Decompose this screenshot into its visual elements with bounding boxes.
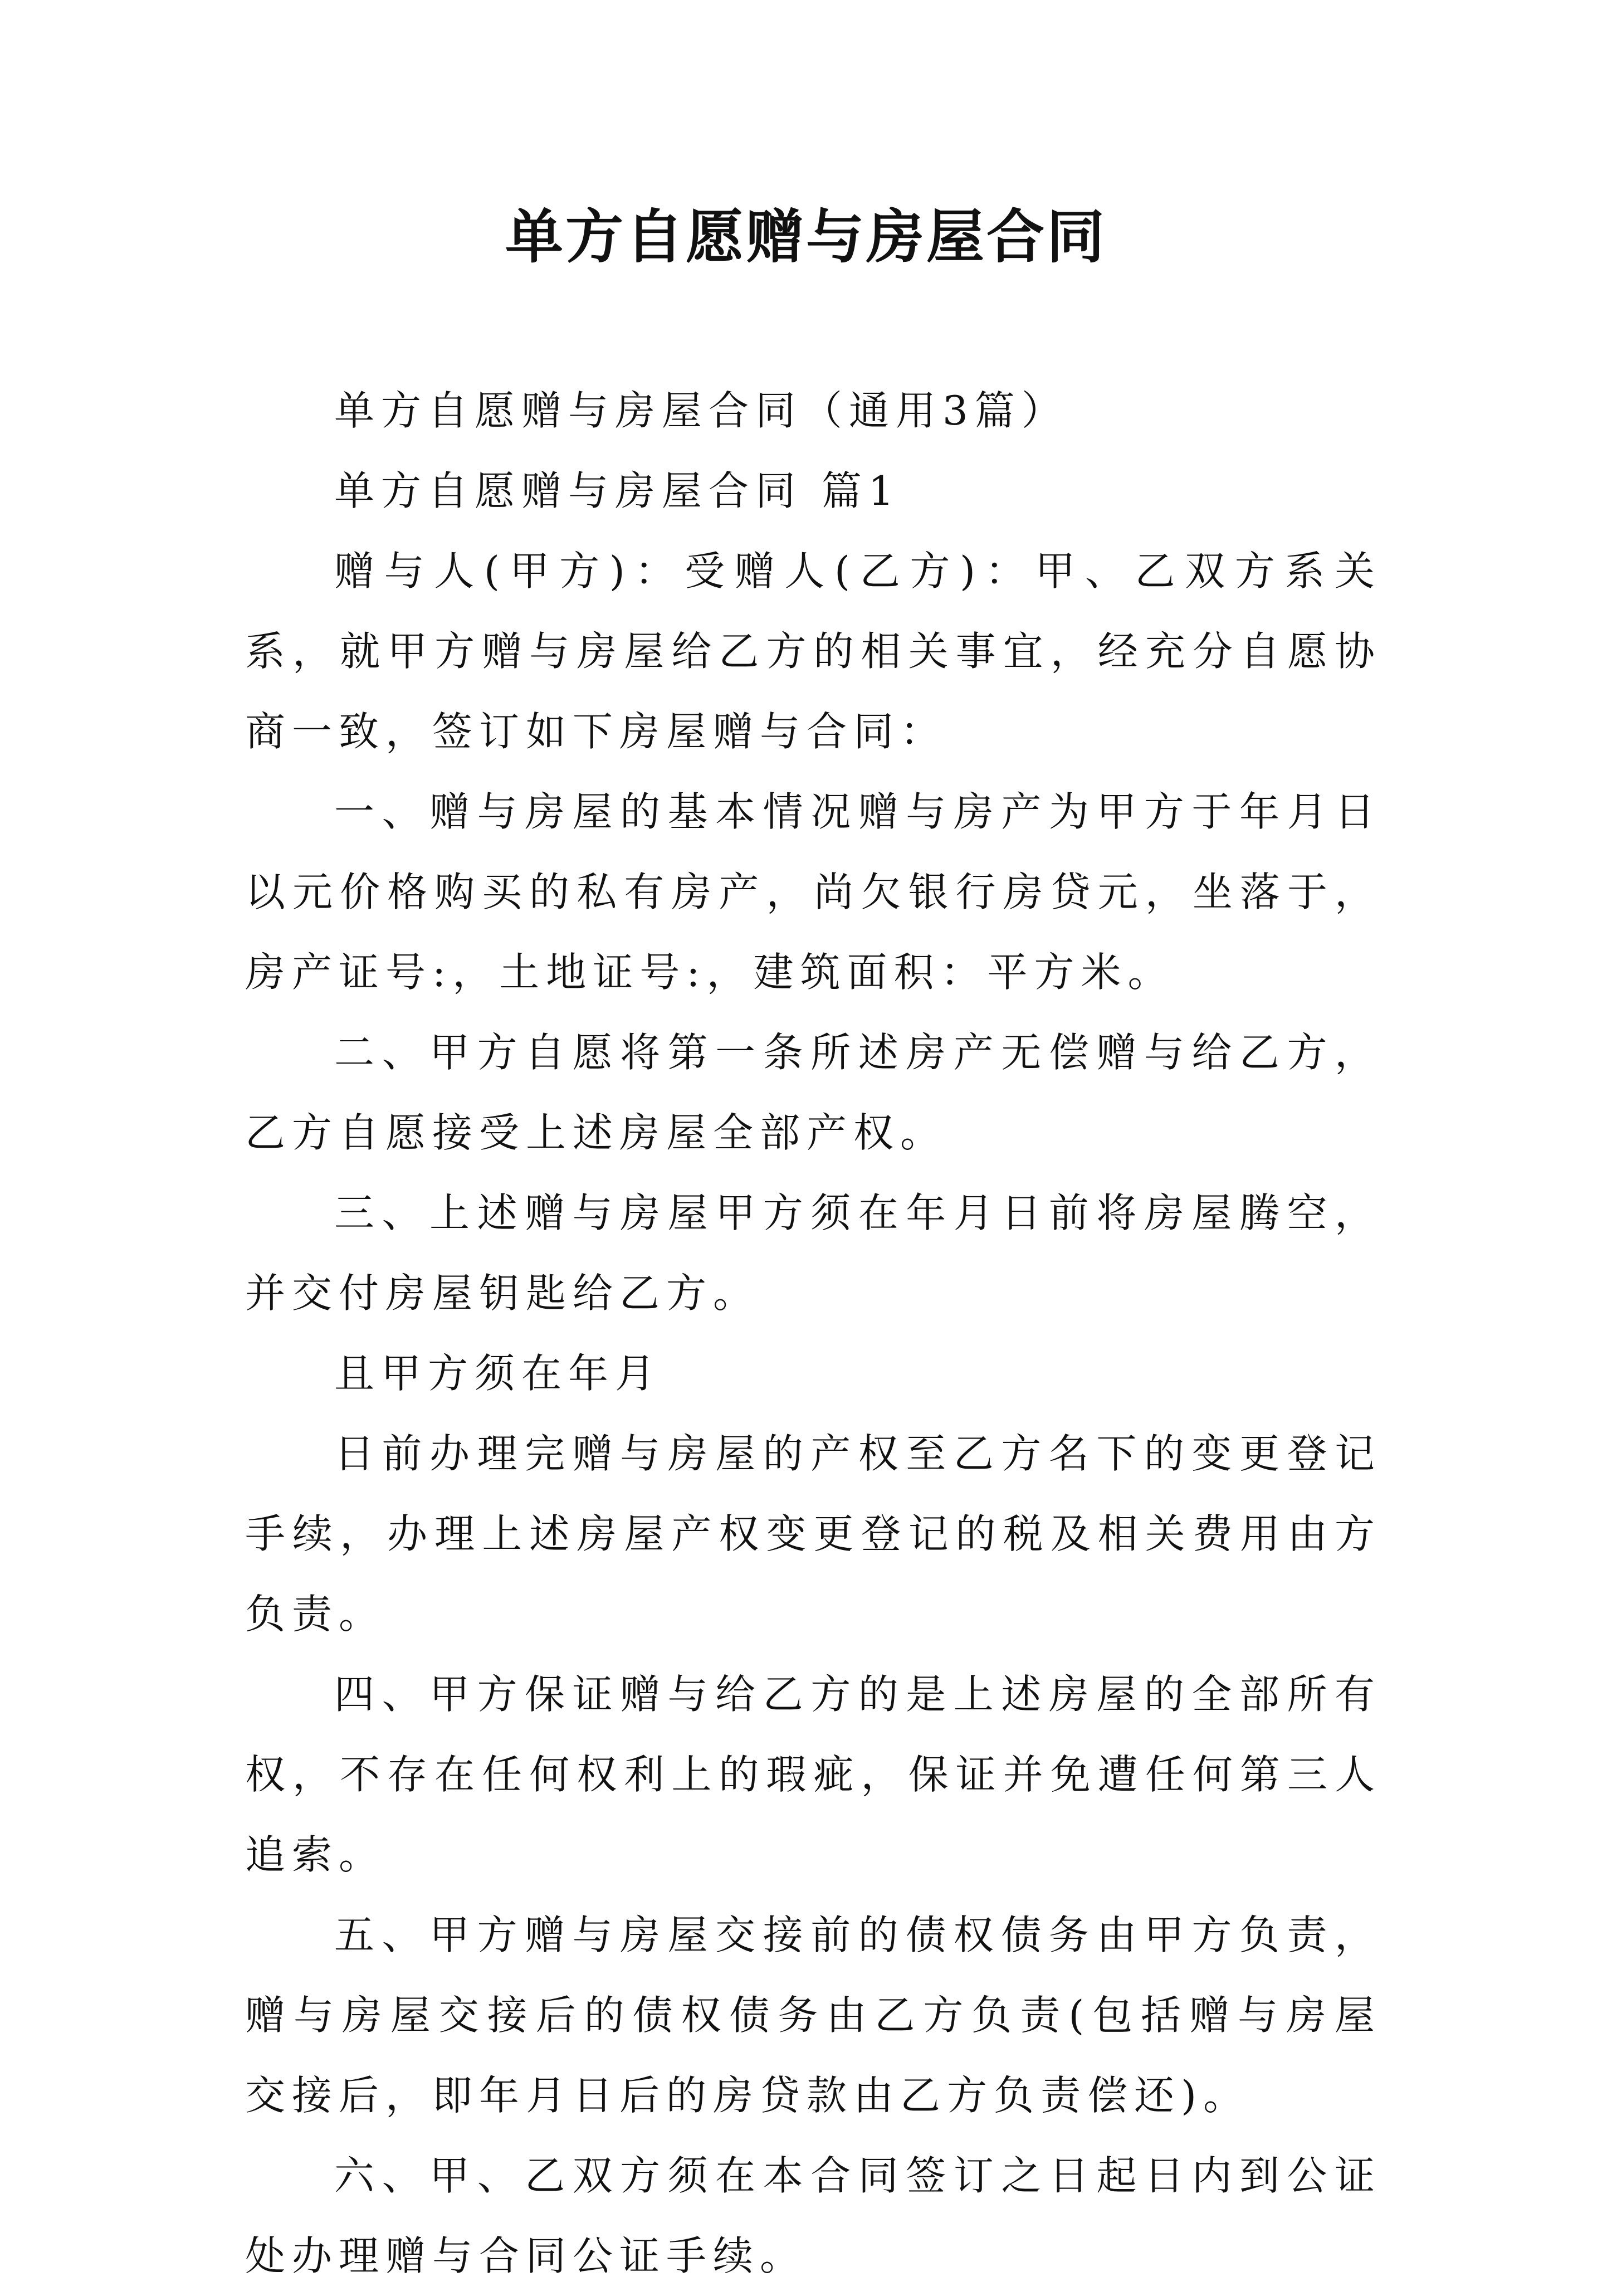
paragraph-clause-3: 三、上述赠与房屋甲方须在年月日前将房屋腾空，并交付房屋钥匙给乙方。: [245, 1190, 1381, 1317]
paragraph-clause-2: 二、甲方自愿将第一条所述房产无偿赠与给乙方，乙方自愿接受上述房屋全部产权。: [245, 1029, 1381, 1156]
document-title: 单方自愿赠与房屋合同: [505, 202, 1107, 271]
paragraph-subtitle: 单方自愿赠与房屋合同（通用3篇）: [334, 387, 1068, 434]
paragraph-clause-1: 一、赠与房屋的基本情况赠与房产为甲方于年月日以元价格购买的私有房产，尚欠银行房贷元，坐落于，房产证号:，土地证号:，建筑面积：平方米。: [245, 788, 1381, 996]
paragraph-section-heading: 单方自愿赠与房屋合同 篇1: [334, 467, 901, 514]
paragraph-clause-5: 五、甲方赠与房屋交接前的债权债务由甲方负责，赠与房屋交接后的债权债务由乙方负责(包括赠与房屋交接后，即年月日后的房贷款由乙方负责偿还)。: [245, 1912, 1381, 2119]
document-body: [245, 371, 1381, 2296]
paragraph-clause-4: 四、甲方保证赠与给乙方的是上述房屋的全部所有权，不存在任何权利上的瑕疵，保证并免遭任何第三人追索。: [245, 1671, 1381, 1878]
paragraph-clause-3-cont-2: 日前办理完赠与房屋的产权至乙方名下的变更登记手续，办理上述房屋产权变更登记的税及相关费用由方负责。: [245, 1430, 1381, 1637]
paragraph-clause-3-cont: 且甲方须在年月: [334, 1350, 662, 1397]
paragraph-clause-6: 六、甲、乙双方须在本合同签订之日起日内到公证处办理赠与合同公证手续。: [245, 2152, 1381, 2279]
paragraph-parties: 赠与人(甲方)：受赠人(乙方)：甲、乙双方系关系，就甲方赠与房屋给乙方的相关事宜，经充分自愿协商一致，签订如下房屋赠与合同：: [245, 548, 1381, 755]
